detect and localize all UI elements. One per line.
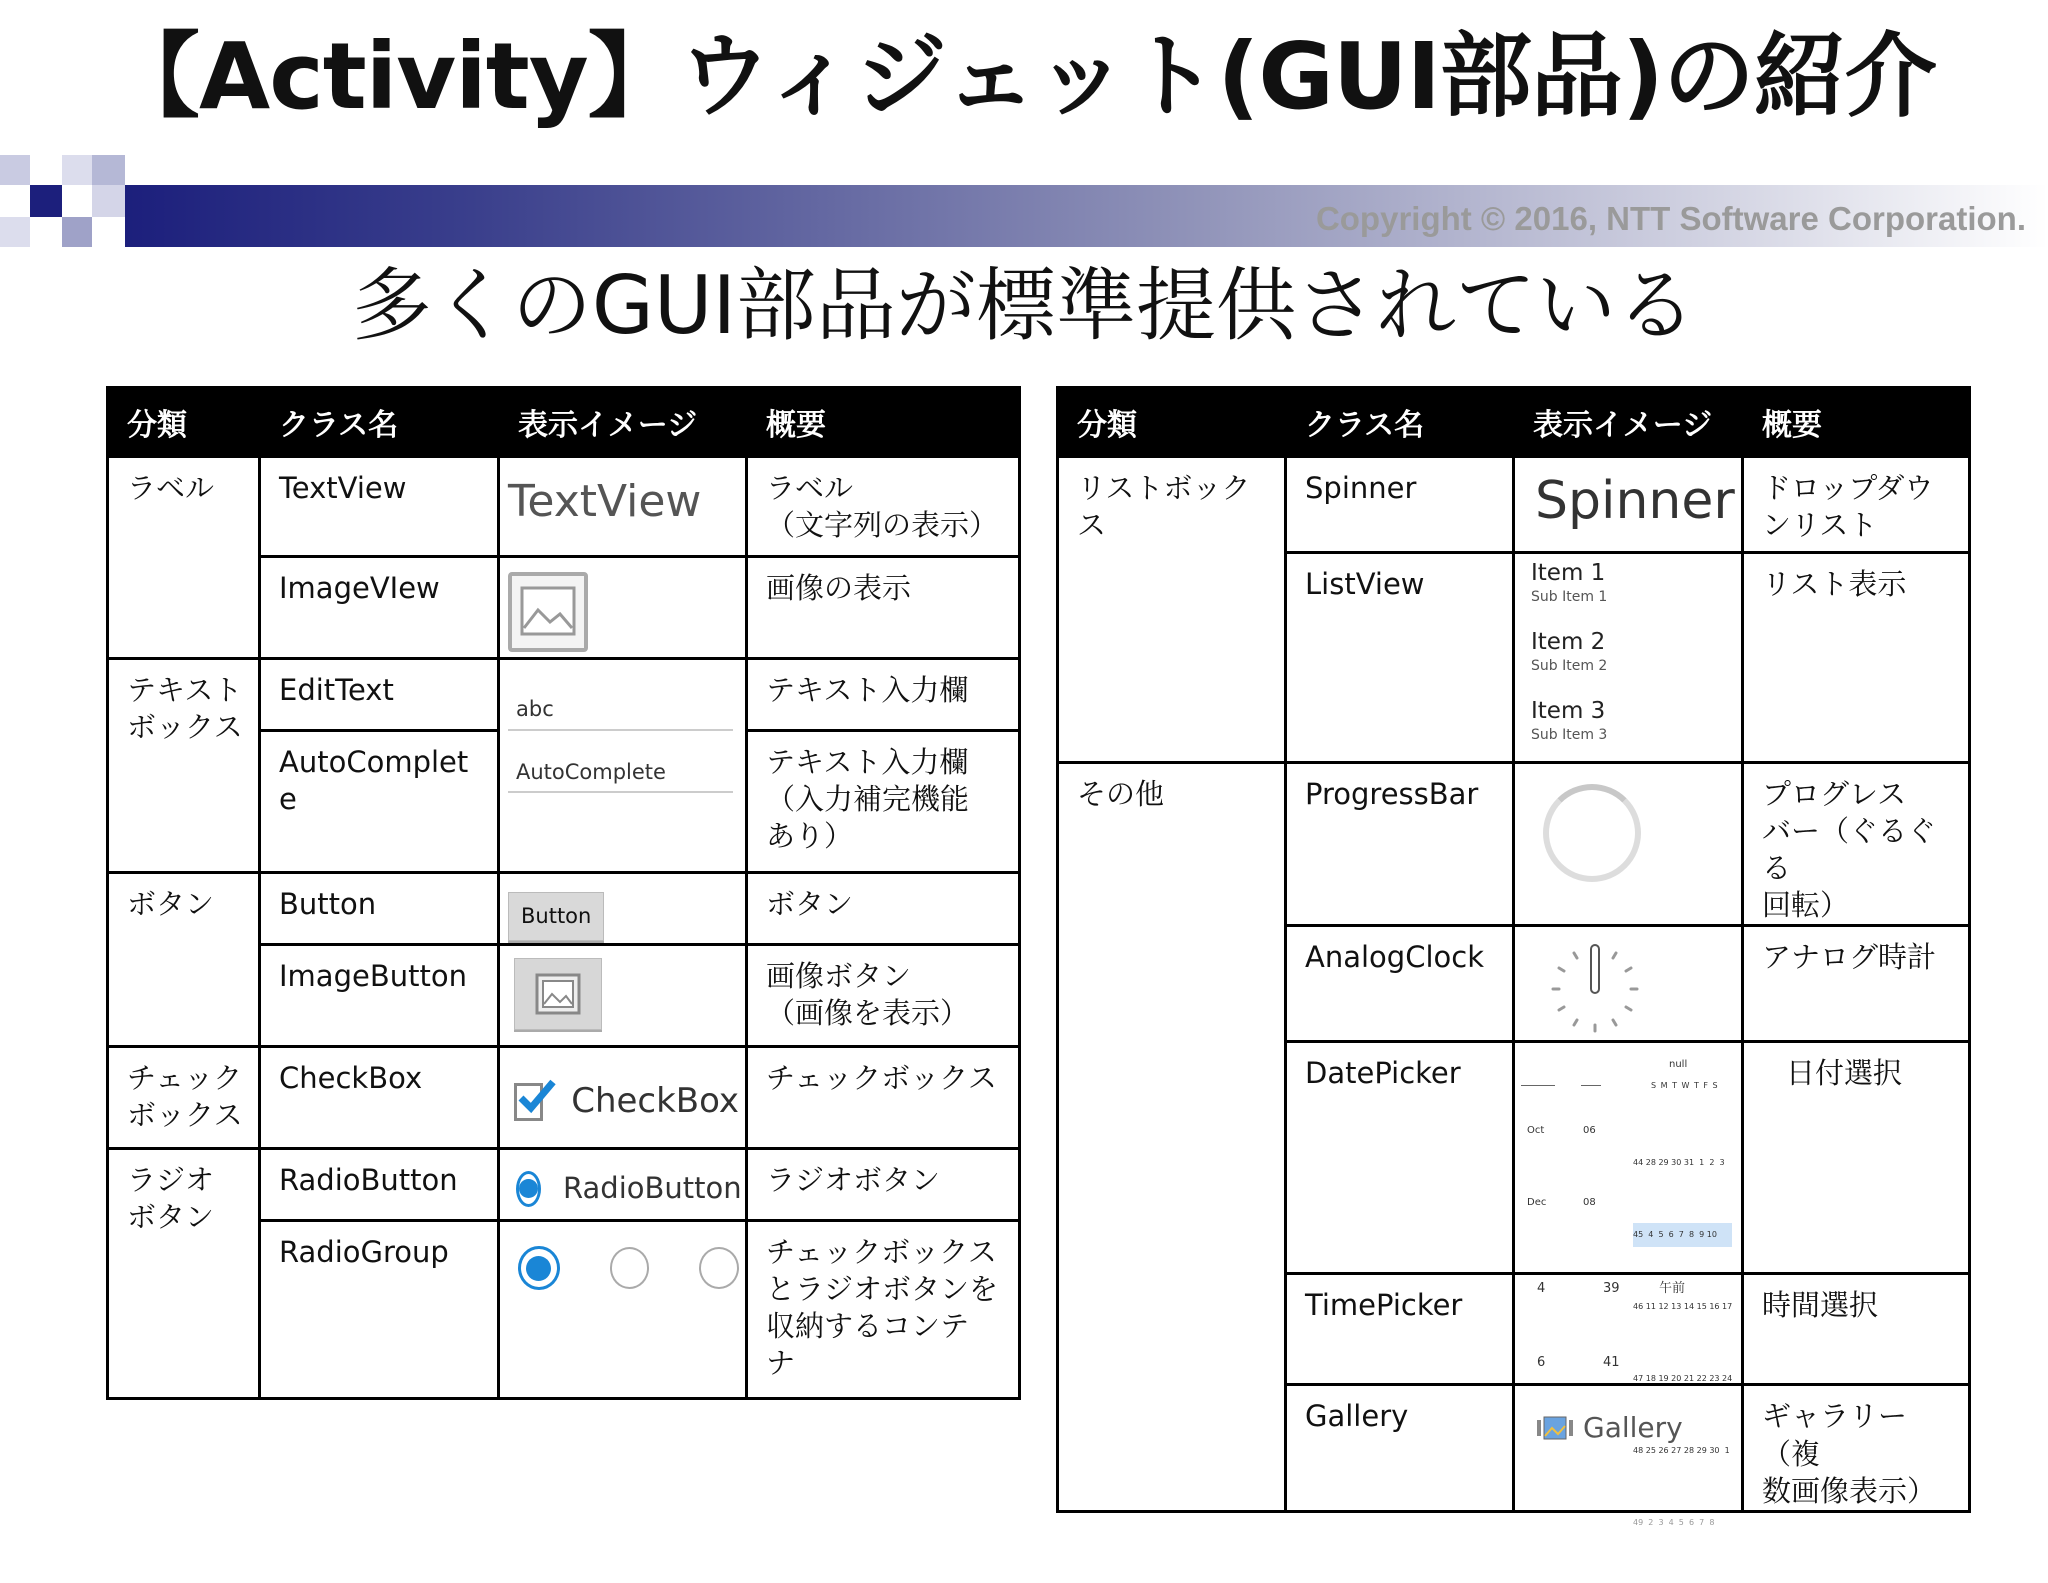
table-header-row xyxy=(1058,388,1970,457)
summary: 時間選択 xyxy=(1743,1274,1970,1385)
image-preview xyxy=(499,457,747,557)
list-item-title: Item 1 xyxy=(1531,560,1606,586)
calendar-row: 46 11 12 13 14 15 16 17 xyxy=(1633,1302,1733,1312)
summary: チェックボックス とラジオボタンを 収納するコンテ ナ xyxy=(747,1221,1020,1399)
summary: リスト表示 xyxy=(1743,553,1970,763)
class-name: EditText xyxy=(260,659,499,731)
calendar-row: 48 25 26 27 28 29 30 1 xyxy=(1633,1446,1730,1456)
category-radio: ラジオ ボタン xyxy=(108,1149,260,1399)
widget-table-right xyxy=(1056,386,1971,1528)
class-name: ImageVIew xyxy=(260,557,499,659)
table-row xyxy=(108,1047,1020,1149)
datepicker-month: Oct xyxy=(1527,1125,1545,1137)
summary: プログレス バー（ぐるぐる 回転） xyxy=(1743,763,1970,926)
list-item-title: Item 2 xyxy=(1531,628,1606,655)
calendar-row: 45 4 5 6 7 8 9 10 xyxy=(1633,1223,1732,1247)
class-name: TextView xyxy=(260,457,499,557)
header-image: 表示イメージ xyxy=(1514,388,1743,457)
image-button-sample xyxy=(514,958,602,1030)
timepicker-sample xyxy=(1519,1279,1731,1379)
radio-unselected-icon xyxy=(699,1247,739,1289)
image-preview xyxy=(499,1149,747,1221)
table-row xyxy=(108,1149,1020,1221)
header-category: 分類 xyxy=(1058,388,1286,457)
image-preview xyxy=(499,1047,747,1149)
datepicker-day: 06 xyxy=(1583,1125,1596,1137)
class-name: TimePicker xyxy=(1286,1274,1514,1385)
category-button: ボタン xyxy=(108,873,260,1047)
copyright-text: Copyright © 2016, NTT Software Corporation. xyxy=(1315,200,2026,237)
autocomplete-sample: AutoComplete xyxy=(508,757,733,794)
image-preview xyxy=(499,945,747,1047)
table-row xyxy=(108,873,1020,945)
class-name: CheckBox xyxy=(260,1047,499,1149)
summary: ボタン xyxy=(747,873,1020,945)
class-name: Button xyxy=(260,873,499,945)
class-name: ImageButton xyxy=(260,945,499,1047)
summary: チェックボックス xyxy=(747,1047,1020,1149)
image-preview xyxy=(499,659,747,731)
list-item xyxy=(1531,628,1735,676)
table-header-row xyxy=(108,388,1020,457)
header-class: クラス名 xyxy=(260,388,499,457)
class-name: ProgressBar xyxy=(1286,763,1514,926)
list-item-subtitle: Sub Item 3 xyxy=(1531,726,1608,743)
radiobutton-label: RadioButton xyxy=(563,1171,742,1205)
class-name: AutoComplet e xyxy=(260,731,499,873)
table-row xyxy=(108,457,1020,557)
class-name: RadioButton xyxy=(260,1149,499,1221)
image-preview xyxy=(499,1221,747,1399)
timepicker-minute: 41 xyxy=(1603,1355,1620,1371)
checkbox-label: CheckBox xyxy=(571,1081,739,1121)
timepicker-hour: 6 xyxy=(1537,1355,1546,1371)
list-item xyxy=(1531,697,1735,745)
summary: ドロップダウ ンリスト xyxy=(1743,457,1970,553)
header-summary: 概要 xyxy=(1743,388,1970,457)
image-preview xyxy=(499,873,747,945)
textview-sample: TextView xyxy=(508,476,702,527)
image-preview xyxy=(1514,763,1743,926)
class-name: Gallery xyxy=(1286,1385,1514,1511)
timepicker-hour: 4 xyxy=(1537,1281,1546,1297)
table-row xyxy=(108,659,1020,731)
widget-table-left xyxy=(106,386,1021,1400)
header-class: クラス名 xyxy=(1286,388,1514,457)
radiogroup-sample xyxy=(508,1246,739,1290)
button-sample: Button xyxy=(508,892,604,941)
summary: ラベル （文字列の表示） xyxy=(747,457,1020,557)
slide-title: 【Activity】ウィジェット(GUI部品)の紹介 xyxy=(108,23,1936,130)
edittext-sample: abc xyxy=(508,694,733,731)
calendar-row: 47 18 19 20 21 22 23 24 xyxy=(1633,1374,1733,1384)
summary: 画像ボタン （画像を表示） xyxy=(747,945,1020,1047)
summary: ラジオボタン xyxy=(747,1149,1020,1221)
radio-unselected-icon xyxy=(610,1247,650,1289)
table-row xyxy=(1058,763,1970,926)
gallery-label: Gallery xyxy=(1583,1411,1683,1445)
class-name: AnalogClock xyxy=(1286,926,1514,1042)
category-checkbox: チェック ボックス xyxy=(108,1047,260,1149)
summary: ギャラリー（複 数画像表示） xyxy=(1743,1385,1970,1511)
gallery-icon xyxy=(1537,1416,1573,1440)
datepicker-header: null xyxy=(1669,1059,1688,1071)
radio-selected-icon xyxy=(516,1171,541,1207)
timepicker-minute: 39 xyxy=(1603,1281,1620,1297)
class-name: RadioGroup xyxy=(260,1221,499,1399)
calendar-row: 49 2 3 4 5 6 7 8 xyxy=(1633,1518,1715,1528)
class-name: DatePicker xyxy=(1286,1042,1514,1274)
image-preview xyxy=(1514,1274,1743,1385)
image-icon xyxy=(534,972,582,1016)
image-preview xyxy=(1514,457,1743,553)
list-item-subtitle: Sub Item 2 xyxy=(1531,657,1608,674)
progress-spinner-icon xyxy=(1543,784,1641,882)
datepicker-weekdays: S M T W T F S xyxy=(1651,1081,1719,1091)
radiobutton-sample xyxy=(508,1170,742,1207)
list-item-subtitle: Sub Item 1 xyxy=(1531,589,1608,605)
summary: 画像の表示 xyxy=(747,557,1020,659)
list-item-title: Item 3 xyxy=(1531,697,1606,724)
header-category: 分類 xyxy=(108,388,260,457)
summary: テキスト入力欄 xyxy=(747,659,1020,731)
image-preview xyxy=(499,731,747,873)
header-summary: 概要 xyxy=(747,388,1020,457)
class-name: Spinner xyxy=(1286,457,1514,553)
category-textbox: テキスト ボックス xyxy=(108,659,260,873)
checkbox-sample xyxy=(508,1080,739,1124)
analog-clock-icon xyxy=(1545,939,1645,1039)
image-preview xyxy=(1514,926,1743,1042)
spinner-sample: Spinner xyxy=(1535,471,1735,531)
datepicker-month: Dec xyxy=(1527,1197,1547,1209)
summary: テキスト入力欄 （入力補完機能 あり） xyxy=(747,731,1020,873)
category-listbox: リストボックス xyxy=(1058,457,1286,763)
calendar-row: 44 28 29 30 31 1 2 3 xyxy=(1633,1158,1725,1168)
table-row xyxy=(1058,457,1970,553)
list-item xyxy=(1531,562,1735,607)
image-preview xyxy=(499,557,747,659)
radio-selected-icon xyxy=(518,1246,560,1290)
class-name: ListView xyxy=(1286,553,1514,763)
category-other: その他 xyxy=(1058,763,1286,1512)
timepicker-ampm: 午前 xyxy=(1659,1281,1686,1297)
image-preview xyxy=(1514,553,1743,763)
datepicker-day: 08 xyxy=(1583,1197,1596,1209)
check-icon xyxy=(514,1083,543,1121)
summary: 日付選択 xyxy=(1743,1042,1970,1274)
header-image: 表示イメージ xyxy=(499,388,747,457)
slide-subtitle: 多くのGUI部品が標準提供されている xyxy=(351,259,1697,352)
image-icon xyxy=(508,572,588,652)
category-label: ラベル xyxy=(108,457,260,659)
summary: アナログ時計 xyxy=(1743,926,1970,1042)
